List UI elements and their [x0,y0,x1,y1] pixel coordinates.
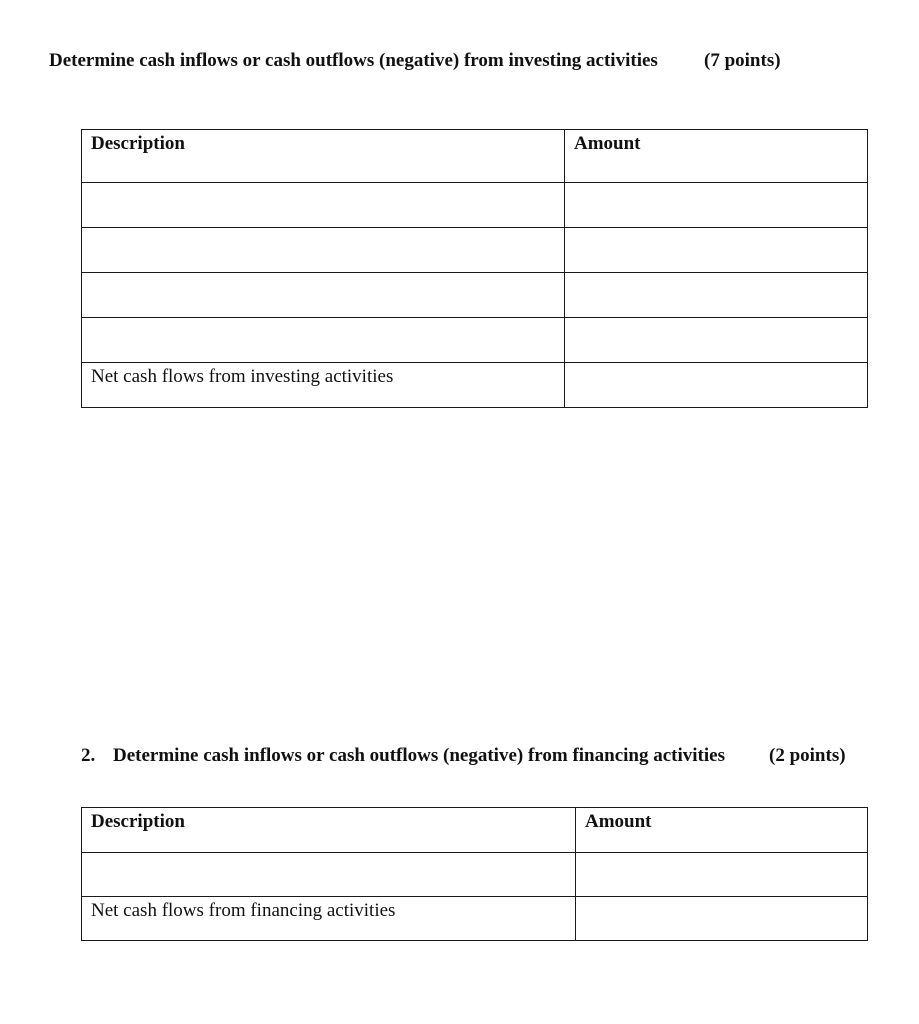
table-header-row [82,808,868,853]
table-row [82,273,868,318]
financing-section-title: Determine cash inflows or cash outflows (negative) from financing activities [113,745,725,766]
description-header: Description [82,130,565,183]
description-cell[interactable] [82,228,565,273]
description-cell[interactable] [82,853,576,897]
net-investing-amount-cell[interactable] [565,363,868,408]
amount-header: Amount [576,808,868,853]
net-financing-amount-cell[interactable] [576,897,868,941]
amount-cell[interactable] [565,228,868,273]
financing-activities-table [81,807,868,941]
table-row [82,228,868,273]
net-investing-row [82,363,868,408]
investing-section-title: Determine cash inflows or cash outflows (negative) from investing activities [49,50,658,71]
net-financing-row [82,897,868,941]
financing-section-points: (2 points) [769,745,846,766]
amount-cell[interactable] [565,318,868,363]
amount-cell[interactable] [576,853,868,897]
description-cell[interactable] [82,318,565,363]
table-row [82,183,868,228]
description-cell[interactable] [82,183,565,228]
investing-activities-table [81,129,868,408]
table-header-row [82,130,868,183]
amount-header: Amount [565,130,868,183]
investing-section-points: (7 points) [704,50,781,71]
description-header: Description [82,808,576,853]
net-financing-label: Net cash flows from financing activities [82,897,576,941]
table-row [82,853,868,897]
description-cell[interactable] [82,273,565,318]
table-row [82,318,868,363]
financing-section-number: 2. [81,745,96,766]
amount-cell[interactable] [565,273,868,318]
amount-cell[interactable] [565,183,868,228]
net-investing-label: Net cash flows from investing activities [82,363,565,408]
